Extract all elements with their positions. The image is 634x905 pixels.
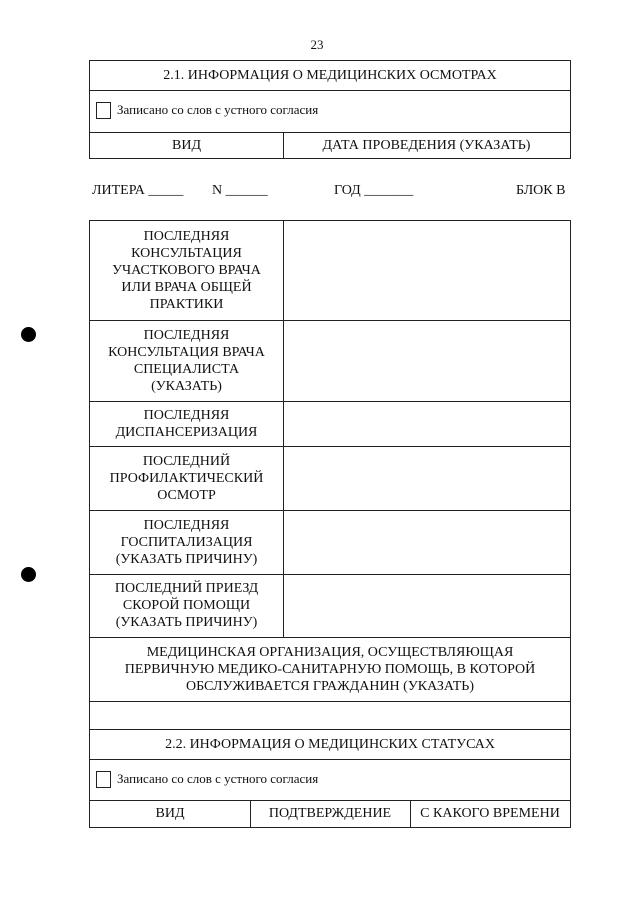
exam-row-label: ПОСЛЕДНИЙ ПРОФИЛАКТИЧЕСКИЙ ОСМОТР bbox=[109, 453, 264, 503]
exam-row-label: ПОСЛЕДНЯЯ КОНСУЛЬТАЦИЯ ВРАЧА СПЕЦИАЛИСТА (УКАЗАТЬ) bbox=[108, 327, 265, 394]
exam-row-label: ПОСЛЕДНЯЯ КОНСУЛЬТАЦИЯ УЧАСТКОВОГО ВРАЧА ИЛИ ВРАЧА ОБЩЕЙ ПРАКТИКИ bbox=[112, 229, 261, 312]
section-22-table bbox=[89, 729, 571, 828]
consent-label: Записано со слов с устного согласия bbox=[117, 771, 319, 786]
litera-field: ЛИТЕРА _____ bbox=[92, 183, 184, 198]
exam-row-label: ПОСЛЕДНИЙ ПРИЕЗД СКОРОЙ ПОМОЩИ (УКАЗАТЬ ПРИЧИНУ) bbox=[114, 581, 259, 630]
column-header-date: ДАТА ПРОВЕДЕНИЯ (УКАЗАТЬ) bbox=[322, 137, 531, 153]
punch-hole-top bbox=[21, 327, 36, 342]
organization-label: МЕДИЦИНСКАЯ ОРГАНИЗАЦИЯ, ОСУЩЕСТВЛЯЮЩАЯ ПЕРВИЧНУЮ МЕДИКО-САНИТАРНУЮ ПОМОЩЬ, В КОТОРОЙ ОБСЛУЖИВАЕТСЯ ГРАЖДАНИН (УКАЗАТЬ) bbox=[124, 644, 536, 694]
exam-row-value[interactable] bbox=[283, 446, 570, 510]
year-field: ГОД _______ bbox=[334, 183, 414, 198]
exam-table bbox=[89, 220, 571, 730]
exam-row-value[interactable] bbox=[283, 221, 570, 320]
section-22-title: 2.2. ИНФОРМАЦИЯ О МЕДИЦИНСКИХ СТАТУСАХ bbox=[165, 737, 495, 752]
block-label: БЛОК В bbox=[516, 183, 566, 198]
consent-checkbox[interactable] bbox=[96, 771, 111, 788]
exam-row-label: ПОСЛЕДНЯЯ ГОСПИТАЛИЗАЦИЯ (УКАЗАТЬ ПРИЧИНУ) bbox=[115, 517, 258, 567]
number-field: N ______ bbox=[212, 183, 268, 198]
divider bbox=[90, 90, 570, 91]
column-header-since: С КАКОГО ВРЕМЕНИ bbox=[420, 806, 560, 821]
exam-row-value[interactable] bbox=[283, 574, 570, 637]
organization-value[interactable] bbox=[90, 701, 570, 729]
column-header-type: ВИД bbox=[172, 137, 201, 153]
consent-label: Записано со слов с устного согласия bbox=[117, 102, 319, 117]
punch-hole-bottom bbox=[21, 567, 36, 582]
divider bbox=[90, 759, 570, 760]
exam-row-value[interactable] bbox=[283, 320, 570, 401]
exam-row-value[interactable] bbox=[283, 510, 570, 574]
consent-checkbox[interactable] bbox=[96, 102, 111, 119]
exam-row-value[interactable] bbox=[283, 401, 570, 446]
exam-row-label: ПОСЛЕДНЯЯ ДИСПАНСЕРИЗАЦИЯ bbox=[115, 407, 258, 440]
consent-row bbox=[96, 768, 318, 790]
section-21-table bbox=[89, 60, 571, 159]
section-21-title: 2.1. ИНФОРМАЦИЯ О МЕДИЦИНСКИХ ОСМОТРАХ bbox=[163, 68, 497, 83]
column-header-type: ВИД bbox=[155, 806, 185, 821]
column-header-confirmation: ПОДТВЕРЖДЕНИЕ bbox=[268, 806, 392, 821]
consent-row bbox=[96, 99, 318, 121]
page-number: 23 bbox=[310, 37, 324, 52]
